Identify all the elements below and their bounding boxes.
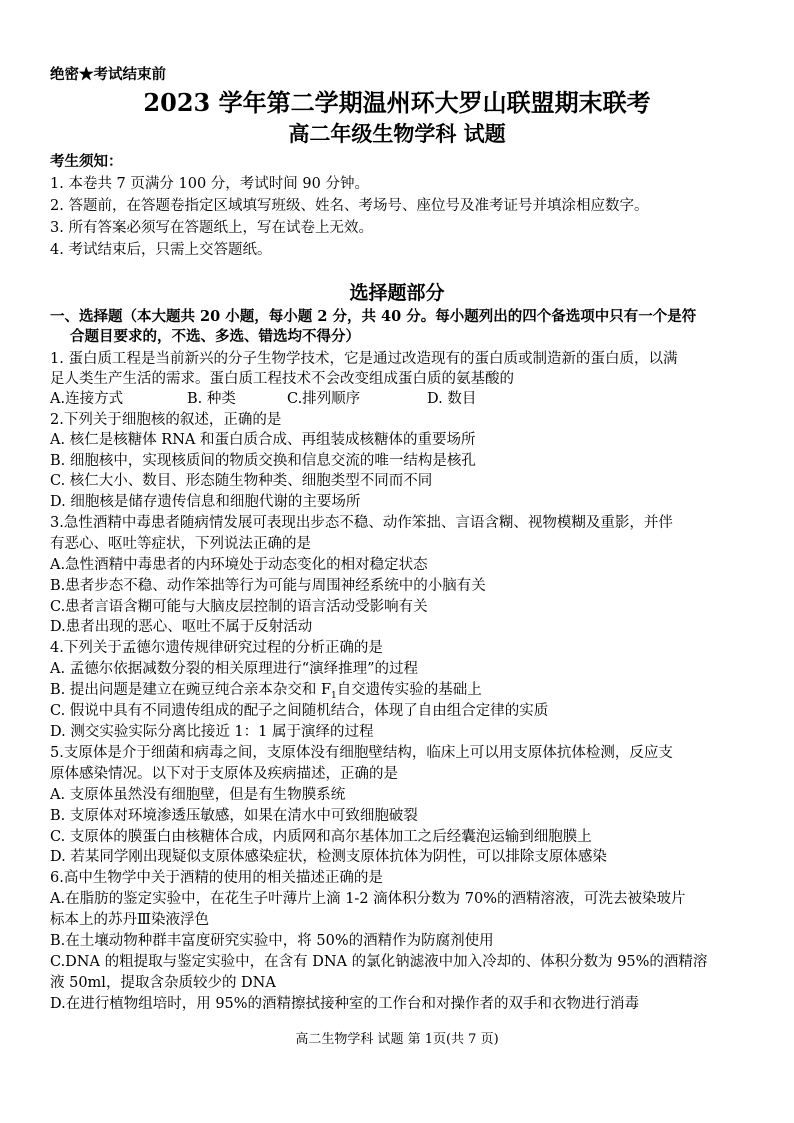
q6-option-c: C.DNA 的粗提取与鉴定实验中，在含有 DNA 的氯化钠滤液中加入冷却的、体积分数为 95%的酒精溶	[50, 954, 708, 970]
q4-option-b-text: B. 提出问题是建立在豌豆纯合亲本杂交和 F	[50, 682, 332, 698]
notice-item: 2. 答题前，在答题卷指定区域填写班级、姓名、考场号、座位号及准考证号并填涂相应数字。	[50, 198, 649, 214]
q4-option-a: A. 孟德尔依据减数分裂的相关原理进行“演绎推理”的过程	[50, 661, 419, 677]
q2-stem: 2.下列关于细胞核的叙述，正确的是	[50, 412, 282, 428]
q5-option-d: D. 若某同学刚出现疑似支原体感染症状，检测支原体抗体为阴性，可以排除支原体感染	[50, 849, 607, 865]
page-subtitle: 高二年级生物学科 试题	[288, 121, 506, 146]
q3-stem-cont: 有恶心、呕吐等症状，下列说法正确的是	[50, 536, 311, 552]
q6-option-b: B.在土壤动物种群丰富度研究实验中，将 50%的酒精作为防腐剂使用	[50, 933, 494, 949]
q3-stem: 3.急性酒精中毒患者随病情发展可表现出步态不稳、动作笨拙、言语含糊、视物模糊及重影，并伴	[50, 515, 673, 531]
q2-option-d: D. 细胞核是储存遗传信息和细胞代谢的主要场所	[50, 494, 361, 510]
q3-option-a: A.急性酒精中毒患者的内环境处于动态变化的相对稳定状态	[50, 557, 428, 573]
secret-label: 绝密★考试结束前	[50, 66, 166, 83]
q2-option-b: B. 细胞核中，实现核质间的物质交换和信息交流的唯一结构是核孔	[50, 453, 476, 469]
q4-option-d: D. 测交实验实际分离比接近 1：1 属于演绎的过程	[50, 724, 374, 740]
page-footer: 高二生物学科 试题 第 1页(共 7 页)	[295, 1032, 499, 1047]
section-instruction: 一、选择题（本大题共 20 小题，每小题 2 分，共 40 分。每小题列出的四个备选项中只有一个是符	[50, 308, 697, 325]
section-title: 选择题部分	[349, 282, 445, 304]
q6-option-a: A.在脂肪的鉴定实验中，在花生子叶薄片上滴 1-2 滴体积分数为 70%的酒精溶液，可洗去被染玻片	[50, 891, 686, 907]
q4-option-b-text-cont: 自交遗传实验的基础上	[336, 682, 482, 698]
q5-option-c: C. 支原体的膜蛋白由核糖体合成，内质网和高尔基体加工之后经囊泡运输到细胞膜上	[50, 829, 592, 845]
q1-option-d: D. 数目	[427, 391, 477, 407]
q4-stem: 4.下列关于孟德尔遗传规律研究过程的分析正确的是	[50, 640, 383, 656]
q6-option-a-cont: 标本上的苏丹Ⅲ染液浮色	[50, 912, 209, 928]
page-title: 2023 学年第二学期温州环大罗山联盟期末联考	[143, 88, 651, 117]
notice-item: 1. 本卷共 7 页满分 100 分，考试时间 90 分钟。	[50, 176, 369, 192]
notice-item: 4. 考试结束后，只需上交答题纸。	[50, 242, 272, 258]
q1-stem: 1. 蛋白质工程是当前新兴的分子生物学技术，它是通过改造现有的蛋白质或制造新的蛋白质，以满	[50, 351, 678, 367]
q5-option-b: B. 支原体对环境渗透压敏感，如果在清水中可致细胞破裂	[50, 808, 418, 824]
q5-option-a: A. 支原体虽然没有细胞壁，但是有生物膜系统	[50, 787, 346, 803]
q6-option-d: D.在进行植物组培时，用 95%的酒精擦拭接种室的工作台和对操作者的双手和衣物进行消毒	[50, 996, 640, 1012]
notice-item: 3. 所有答案必须写在答题纸上，写在试卷上无效。	[50, 220, 373, 236]
q3-option-c: C.患者言语含糊可能与大脑皮层控制的语言活动受影响有关	[50, 599, 428, 615]
q6-option-c-cont: 液 50ml，提取含杂质较少的 DNA	[50, 975, 276, 991]
q2-option-a: A. 核仁是核糖体 RNA 和蛋白质合成、再组装成核糖体的重要场所	[50, 432, 476, 448]
section-instruction-cont: 合题目要求的，不选、多选、错选均不得分）	[70, 328, 360, 345]
notice-heading: 考生须知：	[50, 153, 123, 170]
q3-option-d: D.患者出现的恶心、呕吐不属于反射活动	[50, 619, 313, 635]
q4-option-b-subscript: 1	[331, 690, 337, 701]
q1-option-b: B. 种类	[187, 391, 236, 407]
q5-stem-cont: 原体感染情况。以下对于支原体及疾病描述，正确的是	[50, 766, 398, 782]
q2-option-c: C. 核仁大小、数目、形态随生物种类、细胞类型不同而不同	[50, 473, 433, 489]
q5-stem: 5.支原体是介于细菌和病毒之间，支原体没有细胞壁结构，临床上可以用支原体抗体检测，反应支	[50, 745, 673, 761]
q4-option-c: C. 假说中具有不同遗传组成的配子之间随机结合，体现了自由组合定律的实质	[50, 703, 549, 719]
q3-option-b: B.患者步态不稳、动作笨拙等行为可能与周围神经系统中的小脑有关	[50, 578, 486, 594]
q6-stem: 6.高中生物学中关于酒精的使用的相关描述正确的是	[50, 870, 383, 886]
q1-option-c: C.排列顺序	[287, 391, 361, 407]
q1-option-a: A.连接方式	[50, 391, 124, 407]
q1-stem-cont: 足人类生产生活的需求。蛋白质工程技术不会改变组成蛋白质的氨基酸的	[50, 371, 514, 387]
